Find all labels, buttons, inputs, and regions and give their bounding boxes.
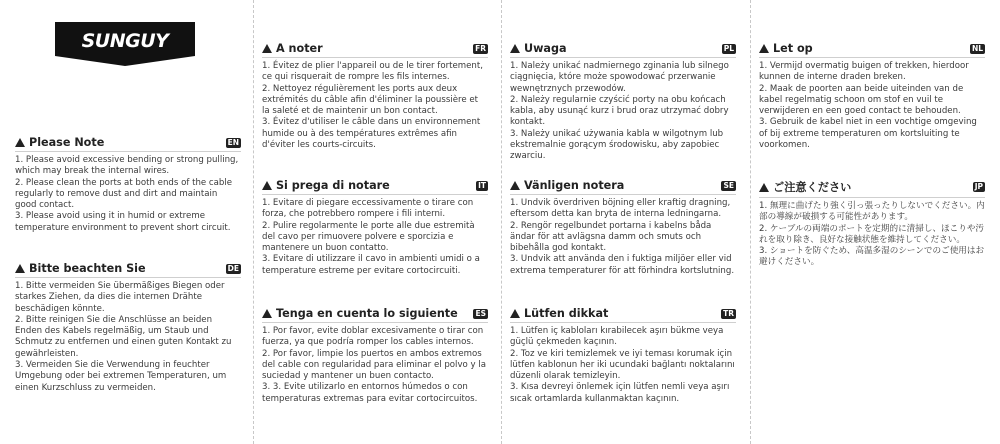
section-body [510, 326, 736, 405]
section-title [262, 179, 390, 192]
section-body [262, 198, 488, 277]
warning-icon [510, 44, 520, 53]
column-divider [750, 0, 751, 444]
note-item: 3. Gebruik de kabel niet in een vochtige omgeving of bij extreme temperaturen om kortsluiting te voorkomen. [759, 117, 977, 151]
section-title [510, 179, 624, 192]
note-item: 2. Toz ve kiri temizlemek ve iyi teması korumak için lütfen kablonun her iki ucundaki bağlantı noktalarını düzenli olarak temizleyin. [510, 348, 735, 382]
section-header [15, 262, 241, 278]
section-body [510, 198, 736, 277]
note-section-it [262, 179, 488, 277]
note-item: 1. Évitez de plier l'appareil ou de le tirer fortement, ce qui risquerait de rompre les fils internes. [262, 61, 483, 83]
note-item: 1. Należy unikać nadmiernego zginania lub silnego ciągnięcia, które może spowodować przerwanie wewnętrznych przewodów. [510, 61, 729, 94]
note-section-jp [759, 179, 985, 269]
note-item: 2. Należy regularnie czyścić porty na obu końcach kabla, aby usunąć kurz i brud oraz utrzymać dobry kontakt. [510, 94, 729, 128]
language-badge: ES [475, 308, 486, 318]
note-section-tr [510, 307, 736, 405]
warning-icon [15, 138, 25, 147]
note-item: 1. Evitare di piegare eccessivamente o tirare con forza, che potrebbero rompere i fili interni. [262, 198, 474, 220]
note-section-en [15, 136, 241, 234]
section-title-text: A noter [276, 42, 323, 55]
section-title-text: Bitte beachten Sie [29, 262, 146, 275]
note-item: 1. Undvik överdriven böjning eller kraftig dragning, eftersom detta kan bryta de interna ledningarna. [510, 198, 731, 220]
warning-icon [510, 181, 520, 190]
language-badge: TR [723, 308, 734, 318]
note-item: 3. Évitez d'utiliser le câble dans un environnement humide ou à des températures extrêmes afin d'éviter les courts-circuits. [262, 117, 481, 151]
note-item: 1. 無理に曲げたり強く引っ張ったりしないでください。内部の導線が破損する可能性があります。 [759, 201, 985, 223]
note-item: 2. ケーブルの両端のポートを定期的に清掃し、ほこりや汚れを取り除き、良好な接触状態を維持してください。 [759, 223, 985, 245]
section-title-text: Let op [773, 42, 813, 55]
column-divider [253, 0, 254, 444]
section-title [510, 307, 608, 320]
section-title-text: Si prega di notare [276, 179, 390, 192]
section-title [510, 42, 567, 55]
language-badge: JP [974, 182, 983, 191]
section-title [15, 136, 104, 149]
column-divider [501, 0, 502, 444]
section-title [15, 262, 146, 275]
note-item: 3. Undvik att använda den i fuktiga miljöer eller vid extrema temperaturer för att förhindra kortslutning. [510, 254, 735, 276]
section-title-text: Please Note [29, 136, 105, 149]
section-title [759, 179, 851, 195]
note-item: 3. 3. Evite utilizarlo en entornos húmedos o con temperaturas extremas para evitar cortocircuitos. [262, 382, 478, 404]
note-item: 3. Please avoid using it in humid or extreme temperature environment to prevent short circuit. [15, 211, 231, 233]
note-section-es [262, 307, 488, 405]
note-item: 3. ショートを防ぐため、高温多湿のシーンでのご使用はお避けください。 [759, 246, 985, 268]
section-body [15, 281, 241, 394]
section-header [510, 179, 736, 195]
section-header [262, 179, 488, 195]
warning-icon [262, 44, 272, 53]
note-item: 2. Nettoyez régulièrement les ports aux deux extrémités du câble afin d'éliminer la poussière et la saleté et de maintenir un bon contact. [262, 83, 479, 117]
note-item: 2. Please clean the ports at both ends of the cable regularly to remove dust and dirt and maintain good contact. [15, 177, 233, 211]
language-badge: FR [475, 43, 486, 53]
section-header [510, 307, 736, 323]
section-body [262, 61, 488, 151]
section-header [262, 42, 488, 58]
section-body [759, 201, 985, 269]
note-item: 2. Pulire regolarmente le porte alle due estremità del cavo per rimuovere polvere e sporcizia e mantenere un buon contatto. [262, 220, 475, 254]
note-section-nl [759, 42, 985, 151]
note-item: 1. Bitte vermeiden Sie übermäßiges Biegen oder starkes Ziehen, da dies die internen Drähte beschädigen könnte. [15, 281, 225, 314]
note-item: 1. Please avoid excessive bending or strong pulling, which may break the internal wires. [15, 155, 239, 177]
language-badge: EN [227, 137, 239, 147]
note-item: 1. Por favor, evite doblar excesivamente o tirar con fuerza, ya que podría romper los cables internos. [262, 326, 484, 348]
section-header [262, 307, 488, 323]
note-section-pl [510, 42, 736, 163]
section-header [510, 42, 736, 58]
note-item: 3. Vermeiden Sie die Verwendung in feuchter Umgebung oder bei extremen Temperaturen, um einen Kurzschluss zu vermeiden. [15, 360, 227, 393]
note-section-se [510, 179, 736, 277]
language-badge: SE [723, 180, 734, 190]
note-item: 2. Bitte reinigen Sie die Anschlüsse an beiden Enden des Kabels regelmäßig, um Staub und Schmutz zu entfernen und einen guten Kontakt zu gewährleisten. [15, 314, 232, 359]
section-header [759, 179, 985, 198]
language-badge: DE [227, 263, 239, 273]
section-title-text: Tenga en cuenta lo siguiente [276, 307, 458, 320]
section-title-text: Uwaga [524, 42, 567, 55]
section-title [759, 42, 813, 55]
note-item: 1. Lütfen iç kabloları kırabilecek aşırı bükme veya güçlü çekmeden kaçının. [510, 326, 724, 348]
section-title-text: Vänligen notera [524, 179, 625, 192]
note-item: 3. Evitare di utilizzare il cavo in ambienti umidi o a temperature estreme per evitare cortocircuiti. [262, 254, 480, 276]
section-body [759, 61, 985, 151]
section-title [262, 42, 323, 55]
language-badge: PL [723, 43, 734, 53]
note-item: 3. Kısa devreyi önlemek için lütfen nemli veya aşırı sıcak ortamlarda kullanmaktan kaçının. [510, 382, 730, 404]
note-section-de [15, 262, 241, 394]
warning-icon [262, 309, 272, 318]
section-title-text: Lütfen dikkat [524, 307, 609, 320]
section-body [510, 61, 736, 163]
warning-icon [262, 181, 272, 190]
warning-icon [15, 264, 25, 273]
note-item: 1. Vermijd overmatig buigen of trekken, hierdoor kunnen de interne draden breken. [759, 61, 969, 83]
section-title [262, 307, 458, 320]
note-item: 3. Należy unikać używania kabla w wilgotnym lub ekstremalnie gorącym środowisku, aby zapobiec zwarciu. [510, 128, 724, 162]
brand-logo [55, 22, 195, 66]
warning-icon [510, 309, 520, 318]
section-header [759, 42, 985, 58]
section-body [15, 155, 241, 234]
note-item: 2. Maak de poorten aan beide uiteinden van de kabel regelmatig schoon om stof en vuil te verwijderen en een goed contact te behouden. [759, 83, 964, 117]
note-section-fr [262, 42, 488, 151]
note-item: 2. Rengör regelbundet portarna i kabelns båda ändar för att avlägsna damm och smuts och bibehålla god kontakt. [510, 220, 712, 254]
warning-icon [759, 183, 769, 192]
warning-icon [759, 44, 769, 53]
language-badge: IT [478, 180, 486, 190]
note-item: 2. Por favor, limpie los puertos en ambos extremos del cable con regularidad para eliminar el polvo y la suciedad y mantener un buen contacto. [262, 348, 486, 382]
section-header [15, 136, 241, 152]
section-body [262, 326, 488, 405]
svg-text:SUNGUY: SUNGUY [81, 30, 169, 52]
language-badge: NL [971, 43, 983, 53]
section-title-text: ご注意ください [773, 181, 852, 194]
